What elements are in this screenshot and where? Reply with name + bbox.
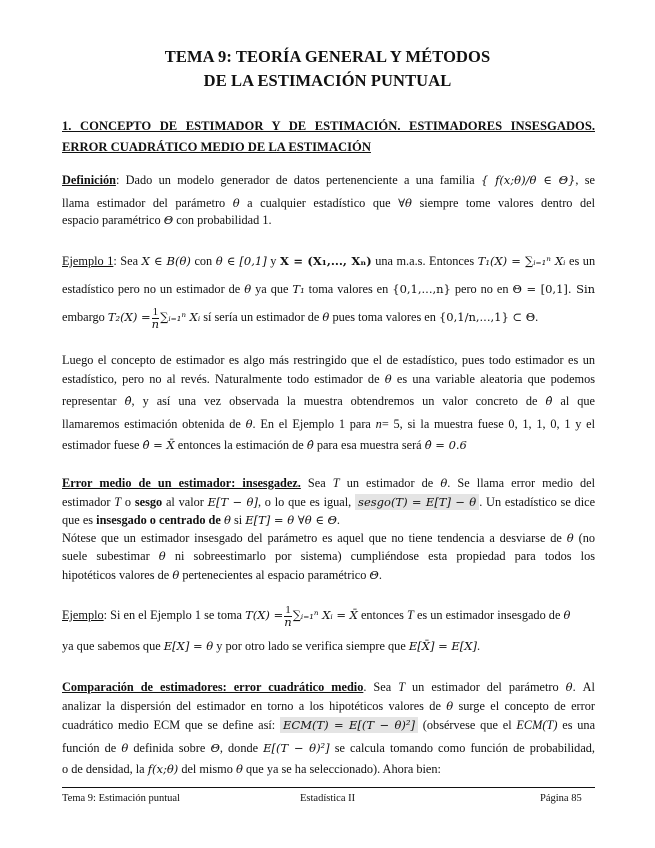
example-line-2: [62, 638, 595, 654]
text: analizar la dispersión del estimador en torno a los hipotéticos valores de: [62, 699, 441, 713]
text: .: [336, 513, 340, 527]
forall-theta: ∀θ: [398, 196, 412, 210]
value-set: {0,1/n,...,1} ⊂ Θ: [438, 310, 536, 324]
text: para esa muestra será: [316, 438, 422, 452]
section-1-heading: 1. CONCEPTO DE ESTIMADOR Y DE ESTIMACIÓN. ESTIMADORES INSESGADOS. ERROR CUADRÁTICO MEDIO DE LA ESTIMACIÓN: [62, 119, 595, 154]
text: embargo: [62, 310, 105, 324]
theta-symbol: θ: [244, 282, 252, 296]
text: con: [194, 254, 213, 268]
definition-label: Definición: [62, 173, 116, 187]
example-line-1: [62, 604, 595, 628]
fraction: [284, 605, 292, 628]
example-label: Ejemplo: [62, 608, 104, 622]
text: siempre tome valores dentro del: [419, 196, 595, 210]
text: Nótese que un estimador insesgado del parámetro es aquel que no tiene tendencia a desviarse de: [62, 531, 562, 545]
text: : Si en el Ejemplo 1 se toma: [103, 608, 242, 622]
title-line-1: TEMA 9: TEORÍA GENERAL Y MÉTODOS: [164, 47, 491, 66]
text: o de densidad, la: [62, 762, 145, 776]
theta-hat-symbol: θ̂: [306, 438, 314, 452]
text: .: [476, 639, 481, 653]
text: entonces la estimación de: [177, 438, 304, 452]
text: estimador fuese: [62, 438, 140, 452]
text: , y así una vez observada la muestra obtendremos un valor concreto de: [131, 394, 538, 408]
formula: f(x;θ): [147, 762, 179, 776]
text: (obsérvese que el: [422, 718, 512, 732]
paragraph-luego-line-1: Luego el concepto de estimador es algo más restringido que el de estadístico, pues todo estimador es un: [62, 353, 595, 367]
definition-line-3: [62, 212, 595, 228]
text: al valor: [165, 495, 204, 509]
text: sesgo: [134, 495, 163, 509]
text: entonces: [360, 608, 404, 622]
text: se calcula tomando como función de probabilidad,: [334, 741, 595, 755]
text: llama estimador del parámetro: [62, 196, 226, 210]
text: de: [208, 513, 221, 527]
text: .: [378, 568, 382, 582]
example-1-label: Ejemplo 1: [62, 254, 114, 268]
text: toma valores en: [308, 282, 389, 296]
text: insesgado o centrado: [96, 513, 206, 527]
theta-symbol: θ: [223, 513, 231, 527]
text: es un: [569, 254, 596, 268]
footer-left: Tema 9: Estimación puntual: [62, 793, 180, 804]
text: ya que sabemos que: [62, 639, 161, 653]
text: n: [375, 417, 382, 431]
error-medio-label: Error medio de un estimador: insesgadez.: [62, 476, 301, 490]
text: con probabilidad 1.: [176, 213, 272, 227]
text: . Se llama error medio del: [447, 476, 595, 490]
text: .: [535, 310, 539, 324]
comparacion-label: Comparación de estimadores: error cuadrático medio: [62, 680, 364, 694]
text: , donde: [219, 741, 259, 755]
error-medio-line-3: [62, 512, 595, 528]
title-line-2: DE LA ESTIMACIÓN PUNTUAL: [203, 71, 452, 90]
text: definida sobre: [133, 741, 206, 755]
error-medio-note-line-3: [62, 567, 595, 583]
theta-symbol: θ: [232, 196, 240, 210]
text: al que: [560, 394, 595, 408]
text: pues toma valores en: [332, 310, 436, 324]
formula: θ̂ = X̄: [142, 438, 175, 452]
text: (no: [578, 531, 595, 545]
text: y por otro lado se verifica siempre que: [216, 639, 406, 653]
ecm-formula-highlighted: ECM(T) = E[(T − θ)²]: [280, 717, 418, 733]
theta-symbol: θ: [235, 762, 243, 776]
text: ECM(T): [516, 718, 558, 732]
text: del mismo: [181, 762, 233, 776]
theta-symbol: θ: [245, 417, 253, 431]
text: y: [270, 254, 277, 268]
text: representar: [62, 394, 117, 408]
formula: E[(T − θ)²]: [263, 741, 330, 755]
t2-formula: T₂(X) =: [107, 310, 151, 324]
formula: E[X̄] = E[X]: [408, 639, 477, 653]
formula: E[T − θ]: [207, 495, 258, 509]
text: . Un estadístico se dice: [479, 495, 596, 509]
parameter-space-symbol: Θ: [163, 213, 174, 227]
paragraph-luego-line-2: [62, 371, 595, 387]
definition-line-2: [62, 195, 595, 211]
t1-formula: T₁(X) = ∑ᵢ₌₁ⁿ Xᵢ: [477, 254, 566, 268]
text: Θ = [0,1]. Sin: [512, 282, 596, 296]
text: hipotéticos valores de: [62, 568, 170, 582]
text: si: [233, 513, 243, 527]
text: Sea: [307, 476, 326, 490]
error-medio-line-1: [62, 475, 595, 491]
text: pero no en: [454, 282, 509, 296]
text: . En el Ejemplo 1 para: [252, 417, 371, 431]
footer-page-number: Página 85: [540, 793, 582, 804]
text: una m.a.s. Entonces: [375, 254, 475, 268]
text: = 5, si la muestra fuese 0, 1, 1, 0, 1 y el: [381, 417, 596, 431]
formula: θ ∈ [0,1]: [215, 254, 267, 268]
text: espacio paramétrico: [62, 213, 161, 227]
text: a cualquier estadístico que: [247, 196, 391, 210]
comparacion-line-4: [62, 740, 595, 756]
text: T: [114, 495, 122, 509]
text: cuadrático medio ECM que se define así:: [62, 718, 276, 732]
text: estadístico, pero no al revés. Naturalmente todo estimador de: [62, 372, 380, 386]
definition-line-1: [62, 172, 595, 188]
fraction-numerator: 1: [152, 305, 159, 318]
text: llamaremos estimación obtenida de: [62, 417, 241, 431]
text: : Sea: [113, 254, 139, 268]
theta-symbol: θ: [121, 741, 129, 755]
value-set: {0,1,...,n}: [392, 282, 451, 296]
theta-symbol: θ: [322, 310, 330, 324]
paragraph-luego-line-5: [62, 437, 595, 453]
footer-divider: [62, 787, 595, 788]
formula: E[X] = θ: [163, 639, 214, 653]
sum-formula: ∑ᵢ₌₁ⁿ Xᵢ: [160, 310, 201, 324]
comparacion-line-2: [62, 698, 595, 714]
fraction-numerator: 1: [285, 603, 291, 616]
theta-symbol: θ: [565, 680, 573, 694]
theta-symbol: θ: [566, 531, 574, 545]
paragraph-luego-line-4: [62, 416, 595, 432]
theta-symbol: θ: [172, 568, 180, 582]
error-medio-note-line-2: [62, 548, 595, 564]
example-1-line-1: [62, 253, 595, 269]
text: , o lo que es igual,: [257, 495, 352, 509]
text: estimador: [62, 495, 111, 509]
sesgo-formula-highlighted: sesgo(T) = E[T] − θ: [355, 494, 479, 510]
footer-center: Estadística II: [300, 793, 356, 804]
text: T: [398, 680, 406, 694]
parameter-space-symbol: Θ: [210, 741, 220, 755]
formula: T(X) =: [245, 608, 284, 622]
text: que es: [62, 513, 94, 527]
text: surge el concepto de error: [458, 699, 595, 713]
comparacion-line-5: [62, 761, 595, 777]
fraction: [152, 307, 160, 330]
formula: E[T] = θ ∀θ ∈ Θ: [245, 513, 337, 527]
example-1-line-2: [62, 281, 595, 297]
text: pertenecientes al espacio paramétrico: [182, 568, 367, 582]
fraction-denominator: n: [284, 614, 292, 629]
text: es un estimador insesgado de: [416, 608, 561, 622]
text: función de: [62, 741, 117, 755]
formula: θ̂ = 0.6: [424, 438, 467, 452]
formula: X ∈ B(θ): [141, 254, 191, 268]
error-medio-line-2: [62, 494, 595, 510]
text: T: [332, 476, 340, 490]
text: ni sobreestimarlo por sistema) cumpliéndose esta propiedad para todos los: [174, 549, 596, 563]
text: o: [124, 495, 132, 509]
text: un estimador del parámetro: [412, 680, 559, 694]
fraction-denominator: n: [151, 316, 160, 331]
theta-symbol: θ: [384, 372, 392, 386]
text: sí sería un estimador de: [203, 310, 320, 324]
theta-symbol: θ: [158, 549, 166, 563]
t1-symbol: T₁: [292, 282, 305, 296]
paragraph-luego-line-3: [62, 393, 595, 409]
theta-hat-symbol: θ̂: [545, 394, 553, 408]
text: . Sea: [363, 680, 392, 694]
error-medio-note-line-1: [62, 530, 595, 546]
text: suele subestimar: [62, 549, 150, 563]
text: que ya se ha seleccionado). Ahora bien:: [245, 762, 441, 776]
theta-symbol: θ: [563, 608, 571, 622]
text: ya que: [255, 282, 289, 296]
text: estadístico pero no un estimador de: [62, 282, 241, 296]
sum-formula: ∑ᵢ₌₁ⁿ Xᵢ = X̄: [292, 608, 358, 622]
comparacion-line-3: [62, 717, 595, 733]
example-1-line-3: [62, 306, 595, 330]
theta-symbol: θ: [440, 476, 448, 490]
text: un estimador de: [346, 476, 434, 490]
text: . Al: [572, 680, 595, 694]
text: es una: [562, 718, 596, 732]
text: : Dado un modelo generador de datos pertenenciente a una familia: [115, 173, 475, 187]
theta-symbol: θ: [446, 699, 454, 713]
text: , se: [575, 173, 596, 187]
theta-hat-symbol: θ̂: [124, 394, 132, 408]
family-formula: { f(x;θ)/θ ∈ Θ}: [480, 173, 576, 187]
parameter-space-symbol: Θ: [369, 568, 379, 582]
text: es una variable aleatoria que podemos: [396, 372, 596, 386]
comparacion-line-1: [62, 679, 595, 695]
text: T: [407, 608, 414, 622]
sample-vector-formula: X = (X₁,..., Xₙ): [279, 254, 372, 268]
